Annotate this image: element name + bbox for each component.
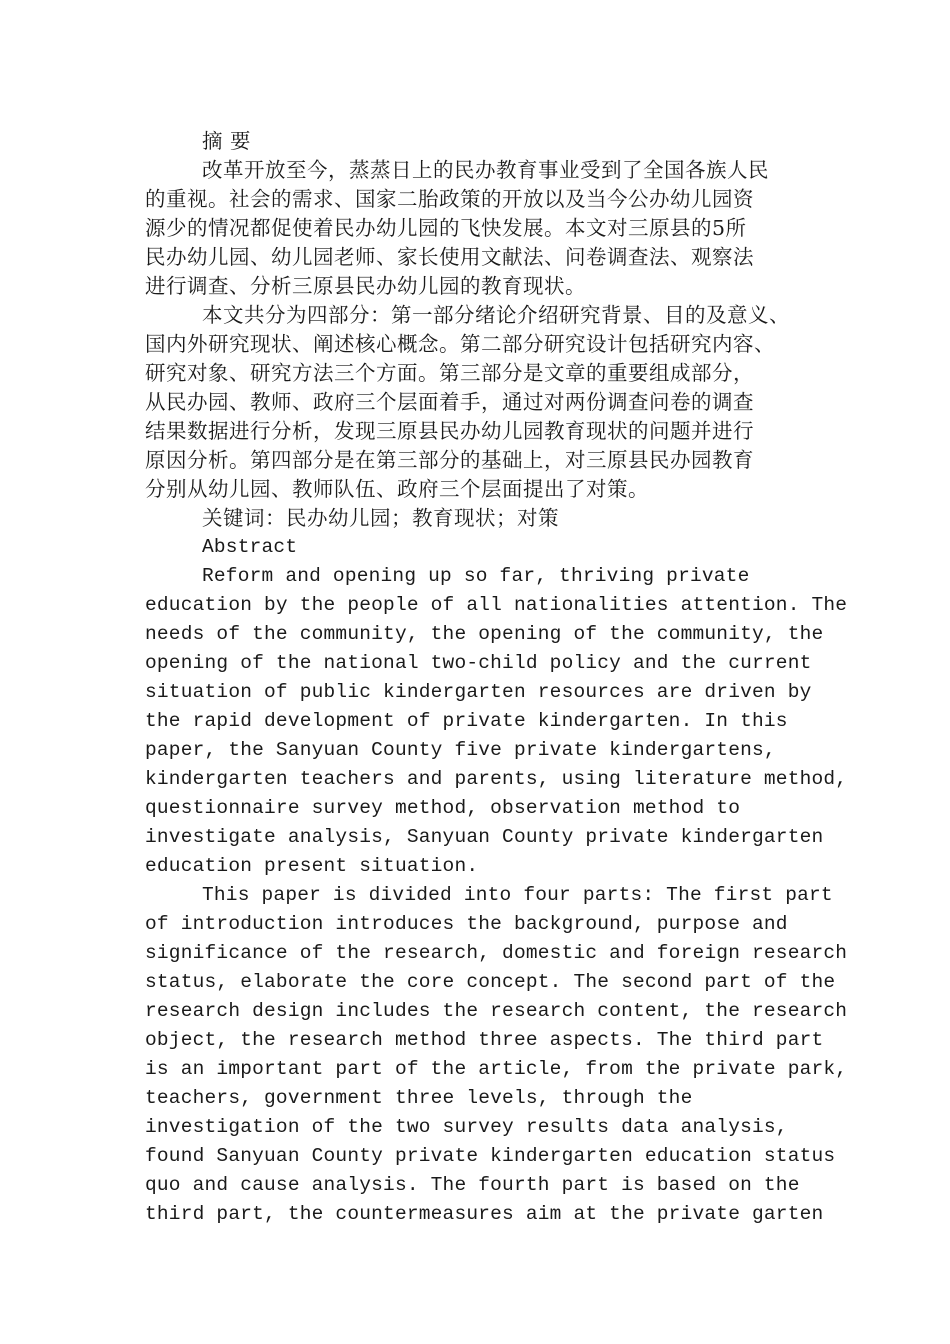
abstract-en-para1-line: education present situation. xyxy=(145,855,479,877)
keywords-cn: 关键词：民办幼儿园；教育现状；对策 xyxy=(202,506,559,530)
abstract-en-para2-line: significance of the research, domestic and foreign research xyxy=(145,942,848,964)
abstract-en-para2-line: quo and cause analysis. The fourth part is based on the xyxy=(145,1174,800,1196)
abstract-en-para1-line: needs of the community, the opening of the community, the xyxy=(145,623,824,645)
abstract-en-para1-line: the rapid development of private kindergarten. In this xyxy=(145,710,788,732)
abstract-en-para2-line: teachers, government three levels, through the xyxy=(145,1087,693,1109)
abstract-cn-para1-line: 民办幼儿园、幼儿园老师、家长使用文献法、问卷调查法、观察法 xyxy=(145,245,754,269)
abstract-cn-para2-line: 结果数据进行分析，发现三原县民办幼儿园教育现状的问题并进行 xyxy=(145,419,754,443)
abstract-en-para1-line: investigate analysis, Sanyuan County private kindergarten xyxy=(145,826,824,848)
abstract-en-para1-line: paper, the Sanyuan County five private kindergartens, xyxy=(145,739,776,761)
abstract-en-para1-line: kindergarten teachers and parents, using literature method, xyxy=(145,768,848,790)
abstract-en-para2-line: research design includes the research content, the research xyxy=(145,1000,848,1022)
abstract-cn-para1-line: 源少的情况都促使着民办幼儿园的飞快发展。本文对三原县的5所 xyxy=(145,216,747,240)
abstract-en-para1-line: Reform and opening up so far, thriving private xyxy=(202,565,750,587)
abstract-heading-en: Abstract xyxy=(202,536,298,558)
abstract-en-para2-line: found Sanyuan County private kindergarten education status xyxy=(145,1145,836,1167)
abstract-en-para2-line: of introduction introduces the background, purpose and xyxy=(145,913,788,935)
abstract-cn-para2-line: 国内外研究现状、阐述核心概念。第二部分研究设计包括研究内容、 xyxy=(145,332,775,356)
abstract-en-para2-line: object, the research method three aspects. The third part xyxy=(145,1029,824,1051)
abstract-cn-para1-line: 改革开放至今，蒸蒸日上的民办教育事业受到了全国各族人民 xyxy=(202,158,769,182)
abstract-en-para1-line: situation of public kindergarten resources are driven by xyxy=(145,681,812,703)
abstract-cn-para1-line: 进行调查、分析三原县民办幼儿园的教育现状。 xyxy=(145,274,586,298)
abstract-cn-para2-line: 分别从幼儿园、教师队伍、政府三个层面提出了对策。 xyxy=(145,477,649,501)
abstract-cn-para2-line: 本文共分为四部分：第一部分绪论介绍研究背景、目的及意义、 xyxy=(202,303,790,327)
abstract-heading-cn: 摘 要 xyxy=(202,129,252,153)
abstract-en-para2-line: This paper is divided into four parts: The first part xyxy=(202,884,833,906)
abstract-en-para2-line: investigation of the two survey results data analysis, xyxy=(145,1116,788,1138)
abstract-en-para2-line: status, elaborate the core concept. The second part of the xyxy=(145,971,836,993)
abstract-en-para1-line: questionnaire survey method, observation method to xyxy=(145,797,741,819)
abstract-en-para1-line: education by the people of all nationalities attention. The xyxy=(145,594,848,616)
abstract-en-para2-line: third part, the countermeasures aim at the private garten xyxy=(145,1203,824,1225)
abstract-cn-para2-line: 研究对象、研究方法三个方面。第三部分是文章的重要组成部分， xyxy=(145,361,754,385)
abstract-en-para2-line: is an important part of the article, from the private park, xyxy=(145,1058,848,1080)
abstract-en-para1-line: opening of the national two-child policy and the current xyxy=(145,652,812,674)
abstract-cn-para2-line: 从民办园、教师、政府三个层面着手，通过对两份调查问卷的调查 xyxy=(145,390,754,414)
abstract-cn-para2-line: 原因分析。第四部分是在第三部分的基础上，对三原县民办园教育 xyxy=(145,448,754,472)
abstract-cn-para1-line: 的重视。社会的需求、国家二胎政策的开放以及当今公办幼儿园资 xyxy=(145,187,754,211)
